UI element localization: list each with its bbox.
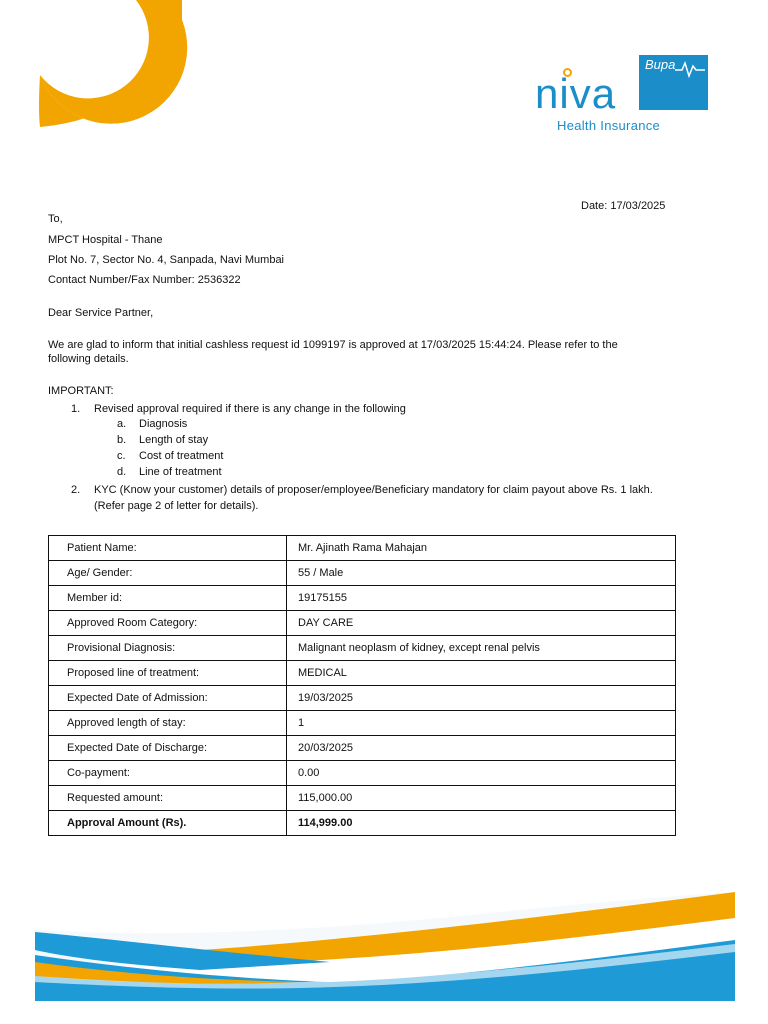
contact-label: Contact Number/Fax Number: [48, 274, 195, 286]
row-label: Approved Room Category: [49, 611, 287, 636]
row-value: 114,999.00 [287, 811, 676, 836]
body-line-1: We are glad to inform that initial cashless request id 1099197 is approved at 17/03/2025 15:44:24. Please refer to the [48, 339, 618, 351]
list-item-number: 2. [71, 484, 81, 496]
row-value: 55 / Male [287, 561, 676, 586]
row-label: Approved length of stay: [49, 711, 287, 736]
sub-item-letter: b. [117, 434, 127, 446]
row-label: Provisional Diagnosis: [49, 636, 287, 661]
sub-item-letter: a. [117, 418, 127, 430]
row-value: Mr. Ajinath Rama Mahajan [287, 536, 676, 561]
table-row [49, 586, 676, 611]
row-label: Expected Date of Discharge: [49, 736, 287, 761]
row-value: 115,000.00 [287, 786, 676, 811]
sub-item: Diagnosis [139, 418, 188, 430]
row-value: 19175155 [287, 586, 676, 611]
table-row [49, 786, 676, 811]
sub-item: Length of stay [139, 434, 209, 446]
row-label: Approval Amount (Rs). [49, 811, 287, 836]
list-item-number: 1. [71, 403, 81, 415]
list-item: Revised approval required if there is any change in the following [94, 403, 406, 415]
table-row [49, 686, 676, 711]
row-value: 1 [287, 711, 676, 736]
contact-value: 2536322 [197, 274, 241, 286]
list-item-continuation: (Refer page 2 of letter for details). [94, 500, 259, 512]
row-value: Malignant neoplasm of kidney, except renal pelvis [287, 636, 676, 661]
table-row [49, 761, 676, 786]
contact-number [48, 273, 241, 287]
row-value: 19/03/2025 [287, 686, 676, 711]
sub-item-letter: d. [117, 466, 127, 478]
orange-arc-decoration [0, 0, 200, 140]
hospital-name: MPCT Hospital - Thane [48, 234, 163, 246]
row-value: 0.00 [287, 761, 676, 786]
table-row [49, 611, 676, 636]
row-value: DAY CARE [287, 611, 676, 636]
approval-details-table [48, 535, 676, 836]
table-row [49, 711, 676, 736]
to-label: To, [48, 213, 63, 225]
row-value: 20/03/2025 [287, 736, 676, 761]
logo-tagline: Health Insurance [557, 118, 661, 133]
bupa-logo-text: Bupa [645, 57, 676, 72]
date-label: Date: [581, 200, 608, 212]
important-heading: IMPORTANT: [48, 385, 114, 397]
row-label: Requested amount: [49, 786, 287, 811]
letter-date [581, 199, 665, 213]
sub-item: Line of treatment [139, 466, 222, 478]
hospital-address: Plot No. 7, Sector No. 4, Sanpada, Navi Mumbai [48, 254, 285, 266]
sub-item-letter: c. [117, 450, 126, 462]
date-value: 17/03/2025 [610, 200, 666, 212]
table-row [49, 561, 676, 586]
row-label: Age/ Gender: [49, 561, 287, 586]
table-row [49, 661, 676, 686]
niva-logo-text: niva [535, 70, 617, 117]
row-label: Expected Date of Admission: [49, 686, 287, 711]
salutation: Dear Service Partner, [48, 307, 154, 319]
row-label: Patient Name: [49, 536, 287, 561]
row-label: Proposed line of treatment: [49, 661, 287, 686]
row-label: Co-payment: [49, 761, 287, 786]
table-row-total [49, 811, 676, 836]
row-value: MEDICAL [287, 661, 676, 686]
list-item: KYC (Know your customer) details of proposer/employee/Beneficiary mandatory for claim payout above Rs. 1 lakh. [94, 484, 653, 496]
sub-item: Cost of treatment [139, 450, 224, 462]
body-line-2: following details. [48, 353, 129, 365]
table-row [49, 736, 676, 761]
table-row [49, 536, 676, 561]
row-label: Member id: [49, 586, 287, 611]
table-row [49, 636, 676, 661]
wave-footer-decoration [0, 870, 768, 1024]
heartbeat-icon [675, 60, 705, 78]
